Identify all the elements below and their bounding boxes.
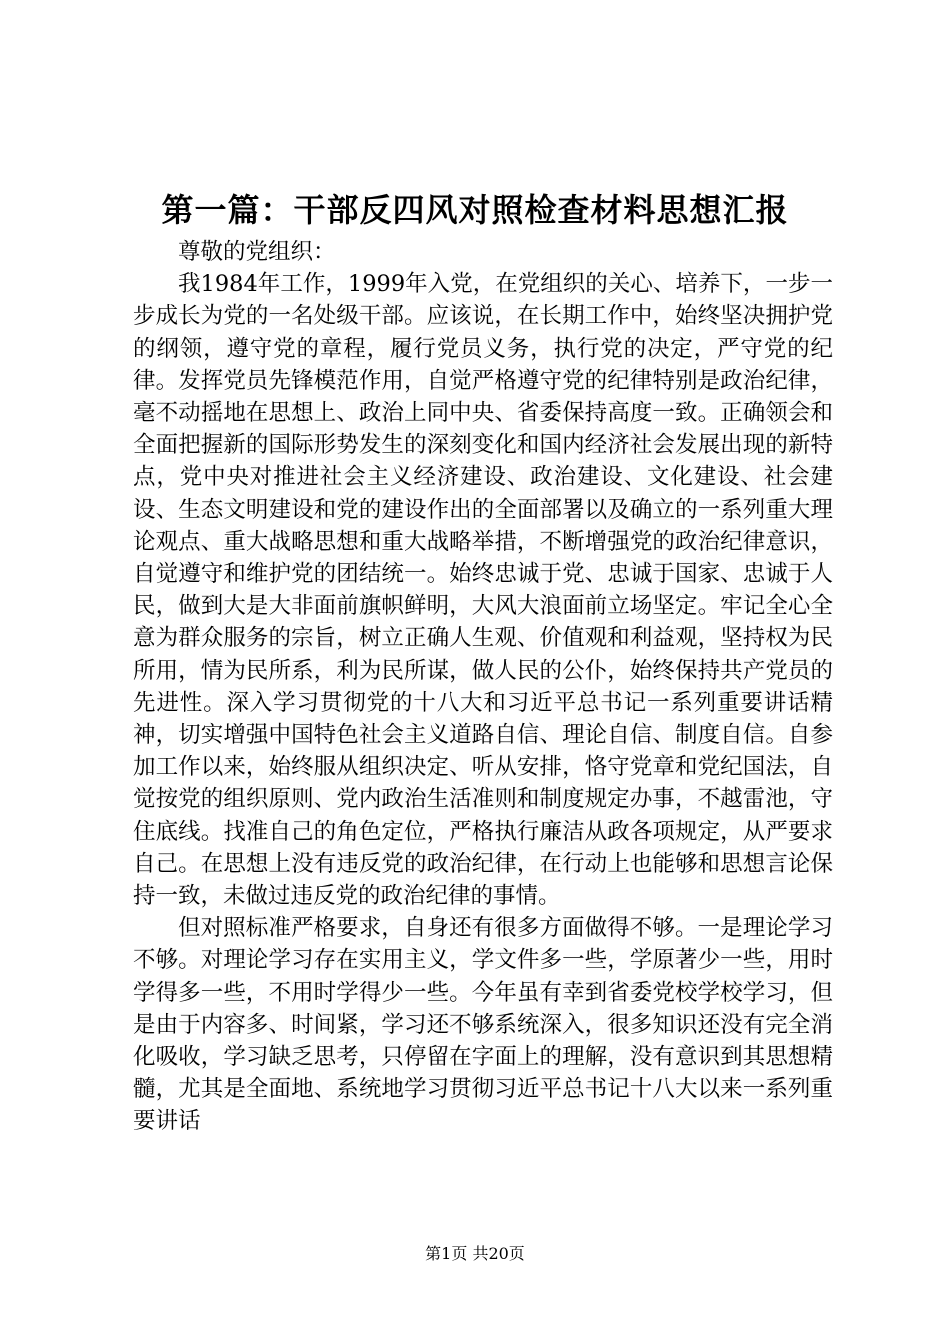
- document-body: [133, 236, 833, 1138]
- document-title: 第一篇：干部反四风对照检查材料思想汇报: [161, 191, 789, 229]
- page-footer: 第1页 共20页: [425, 1244, 525, 1263]
- paragraph-1: 我1984年工作，1999年入党，在党组织的关心、培养下，一步一步成长为党的一名处级干部。应该说，在长期工作中，始终坚决拥护党的纲领，遵守党的章程，履行党员义务，执行党的决定，严守党的纪律。发挥党员先锋模范作用，自觉严格遵守党的纪律特别是政治纪律，毫不动摇地在思想上、政治上同中央、省委保持高度一致。正确领会和全面把握新的国际形势发生的深刻变化和国内经济社会发展出现的新特点，党中央对推进社会主义经济建设、政治建设、文化建设、社会建设、生态文明建设和党的建设作出的全面部署以及确立的一系列重大理论观点、重大战略思想和重大战略举措，不断增强党的政治纪律意识，自觉遵守和维护党的团结统一。始终忠诚于党、忠诚于国家、忠诚于人民，做到大是大非面前旗帜鲜明，大风大浪面前立场坚定。牢记全心全意为群众服务的宗旨，树立正确人生观、价值观和利益观，坚持权为民所用，情为民所系，利为民所谋，做人民的公仆，始终保持共产党员的先进性。深入学习贯彻党的十八大和习近平总书记一系列重要讲话精神，切实增强中国特色社会主义道路自信、理论自信、制度自信。自参加工作以来，始终服从组织决定、听从安排，恪守党章和党纪国法，自觉按党的组织原则、党内政治生活准则和制度规定办事，不越雷池，守住底线。找准自己的角色定位，严格执行廉洁从政各项规定，从严要求自己。在思想上没有违反党的政治纪律，在行动上也能够和思想言论保持一致，未做过违反党的政治纪律的事情。: [133, 271, 833, 910]
- paragraph-2: 但对照标准严格要求，自身还有很多方面做得不够。一是理论学习不够。对理论学习存在实用主义，学文件多一些，学原著少一些，用时学得多一些，不用时学得少一些。今年虽有幸到省委党校学校学习，但是由于内容多、时间紧，学习还不够系统深入，很多知识还没有完全消化吸收，学习缺乏思考，只停留在字面上的理解，没有意识到其思想精髓，尤其是全面地、系统地学习贯彻习近平总书记十八大以来一系列重要讲话: [133, 915, 833, 1135]
- salutation: 尊敬的党组织：: [178, 239, 336, 265]
